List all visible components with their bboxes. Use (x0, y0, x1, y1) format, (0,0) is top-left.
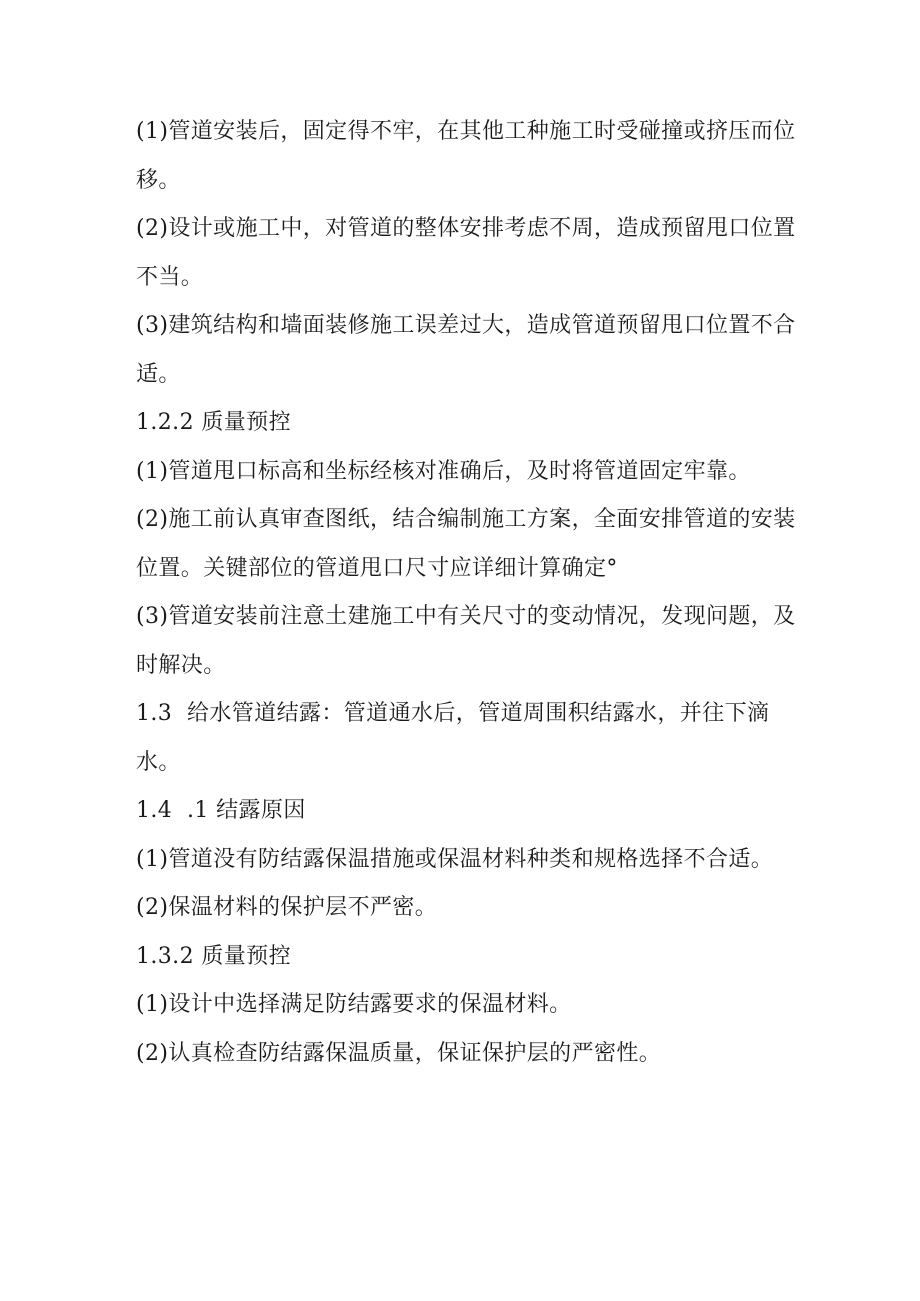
text-line-20: (2)认真检查防结露保温质量，保证保护层的严密性。 (136, 1040, 662, 1066)
section-heading-1-4-1: 1.4 .1 结露原因 (136, 798, 306, 823)
text-line-12: 时解决。 (136, 652, 226, 678)
text-line-16: (1)管道没有防结露保温措施或保温材料种类和规格选择不合适。 (136, 846, 774, 872)
text-line-8: (1)管道甩口标高和坐标经核对准确后，及时将管道固定牢靠。 (136, 458, 751, 484)
text-line-10: 位置。关键部位的管道甩口尺寸应详细计算确定° (136, 555, 618, 581)
section-heading-1-3: 1.3 给水管道结露：管道通水后，管道周围积结露水，并往下滴 (136, 701, 770, 726)
text-line-1: (1)管道安装后，固定得不牢，在其他工种施工时受碰撞或挤压而位 (136, 119, 796, 144)
text-line-9: (2)施工前认真审查图纸，结合编制施工方案，全面安排管道的安装 (136, 507, 796, 532)
text-line-5: (3)建筑结构和墙面装修施工误差过大，造成管道预留甩口位置不合 (136, 313, 796, 338)
text-line-6: 适。 (136, 361, 181, 387)
section-heading-1-2-2: 1.2.2 质量预控 (136, 410, 291, 435)
text-line-2: 移。 (136, 167, 181, 193)
text-line-3: (2)设计或施工中，对管道的整体安排考虑不周，造成预留甩口位置 (136, 216, 796, 241)
text-line-11: (3)管道安装前注意土建施工中有关尺寸的变动情况，发现问题，及 (136, 604, 796, 629)
text-line-17: (2)保温材料的保护层不严密。 (136, 895, 438, 920)
text-line-14: 水。 (136, 749, 181, 775)
text-line-4: 不当。 (136, 264, 204, 290)
section-heading-1-3-2: 1.3.2 质量预控 (136, 943, 291, 969)
document-body (136, 108, 796, 1078)
text-line-19: (1)设计中选择满足防结露要求的保温材料。 (136, 992, 572, 1017)
